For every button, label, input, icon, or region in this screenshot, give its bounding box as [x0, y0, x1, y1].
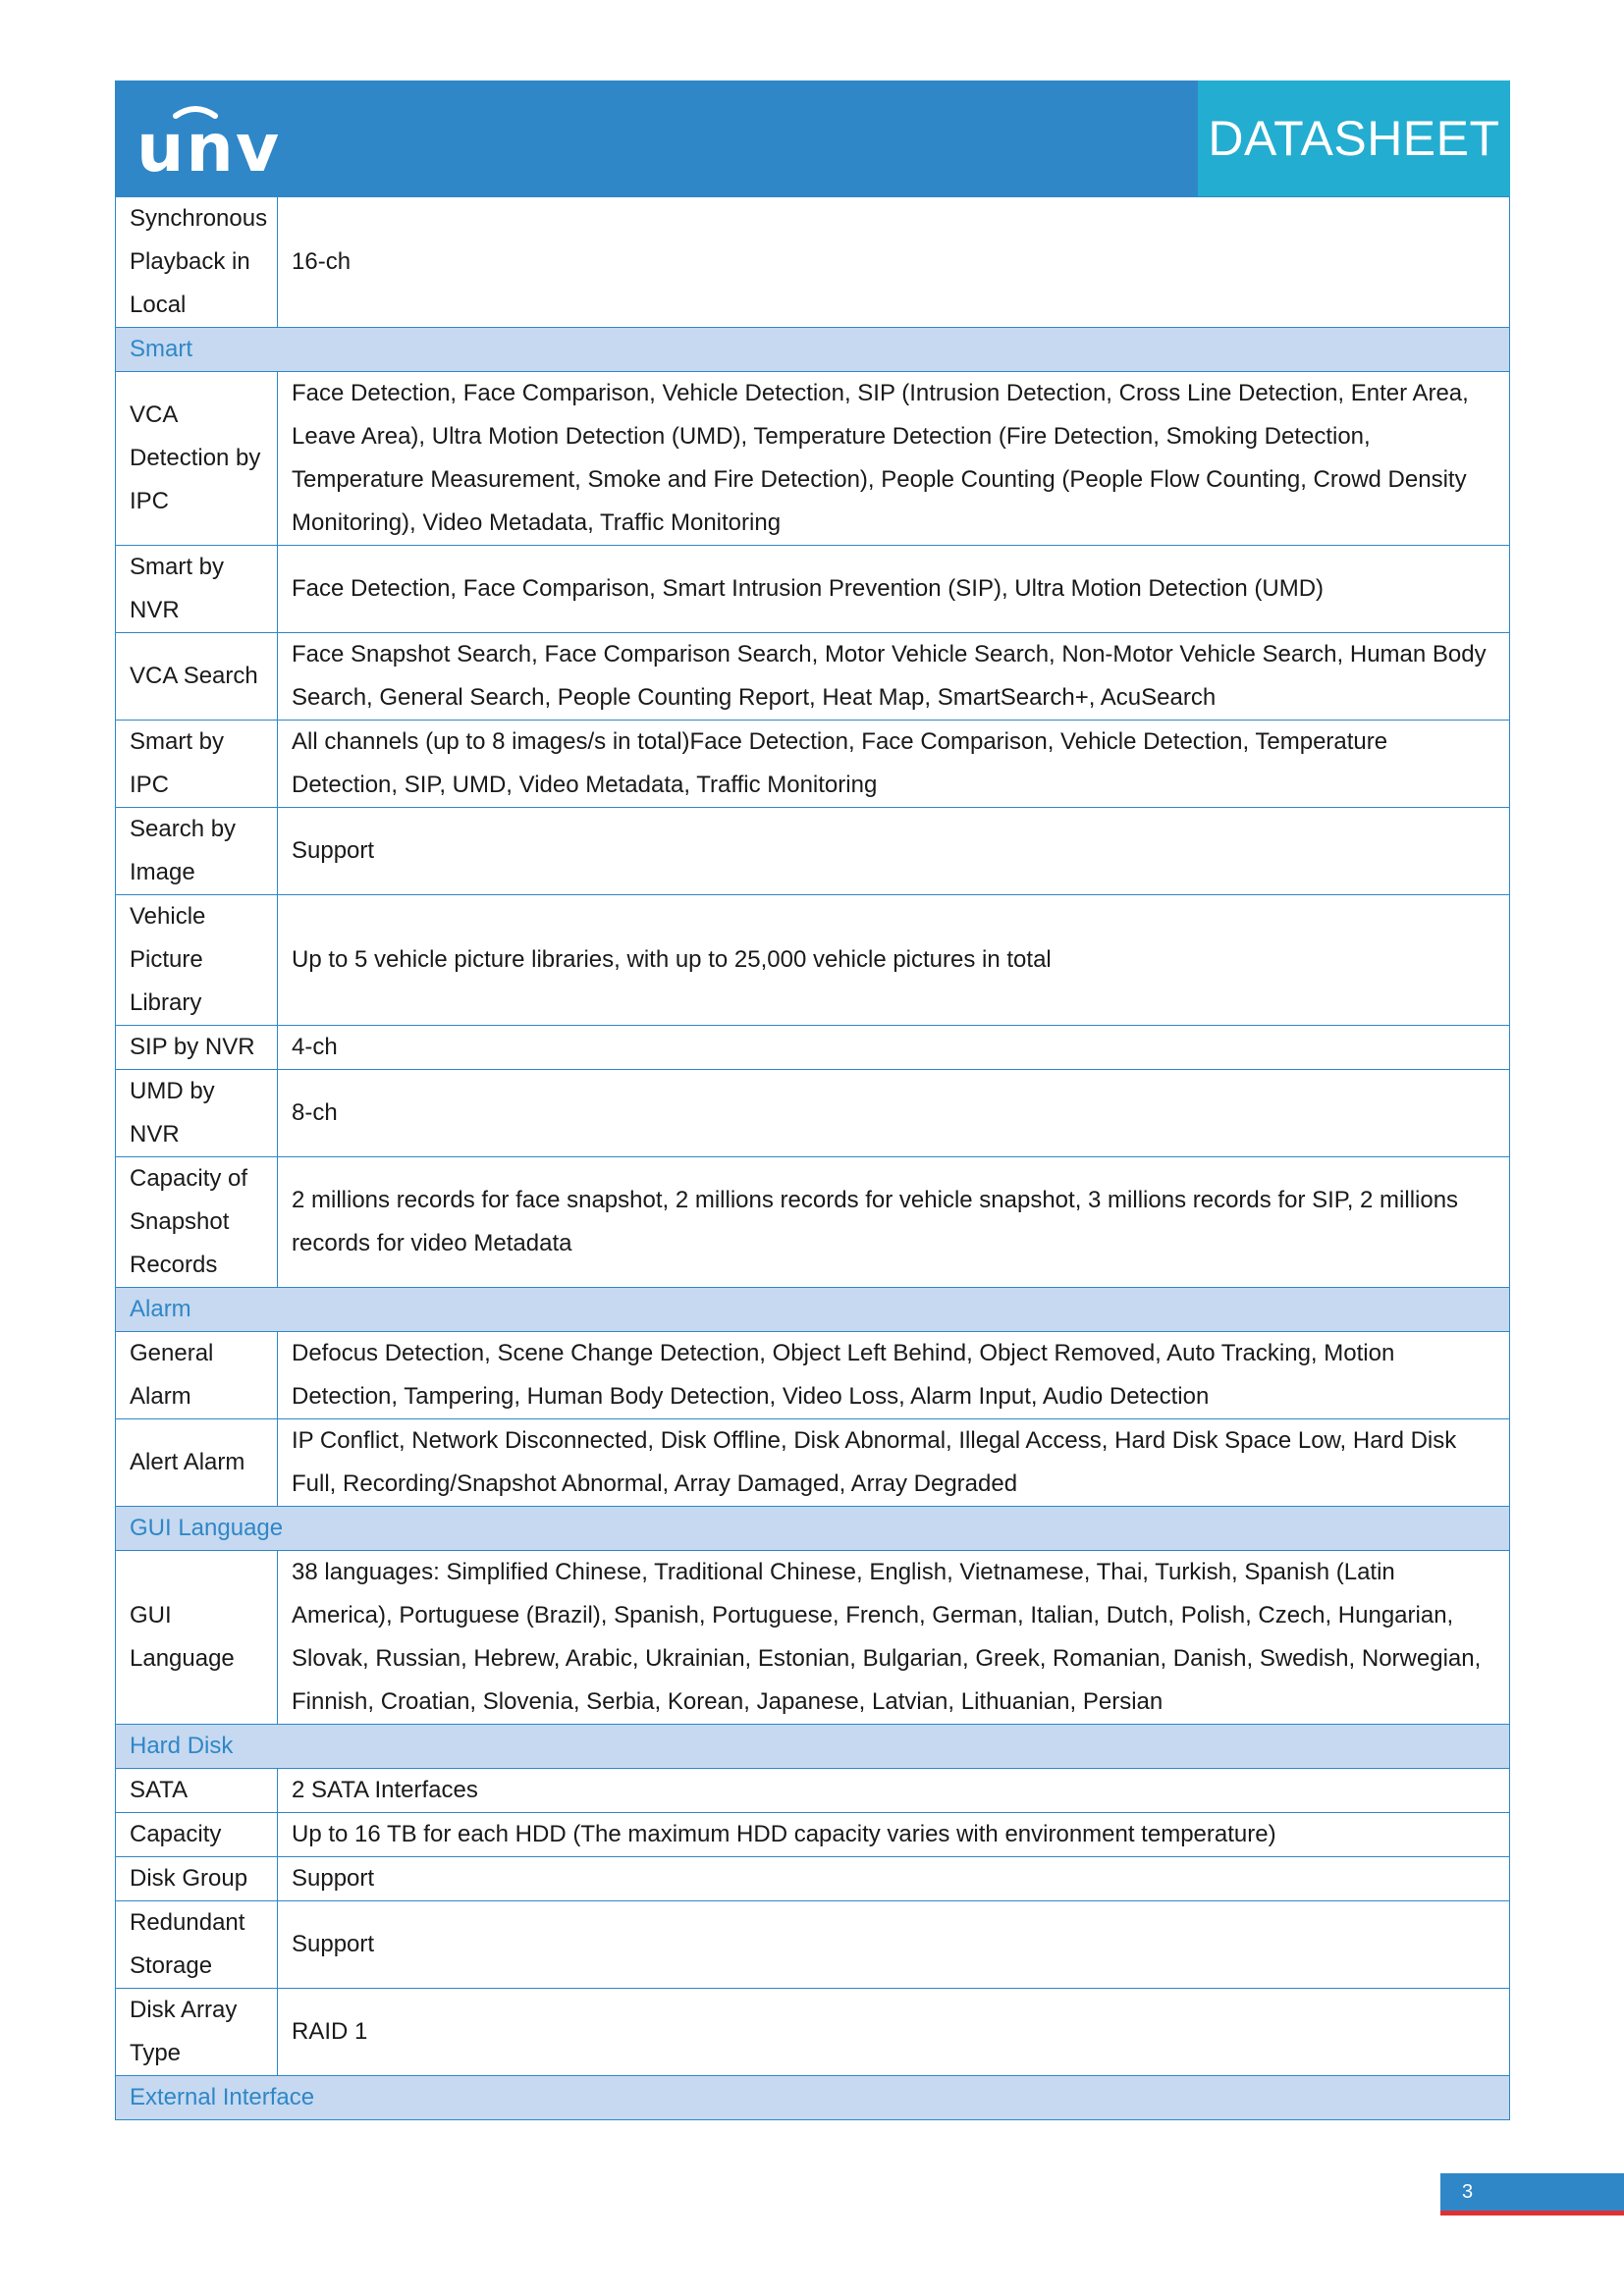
- spec-label: General Alarm: [116, 1332, 278, 1419]
- spec-value: 4-ch: [278, 1026, 1510, 1070]
- spec-value: Defocus Detection, Scene Change Detection, Object Left Behind, Object Removed, Auto Tracking, Motion Detection, Tampering, Human Body Detection, Video Loss, Alarm Input, Audio Detection: [278, 1332, 1510, 1419]
- spec-label: Vehicle Picture Library: [116, 895, 278, 1026]
- spec-label: Smart by NVR: [116, 546, 278, 633]
- section-header-row: [116, 1725, 1510, 1769]
- page-number-bar: [1440, 2173, 1624, 2211]
- section-header-row: [116, 328, 1510, 372]
- spec-label: Synchronous Playback in Local: [116, 197, 278, 328]
- spec-row: [116, 546, 1510, 633]
- spec-row: [116, 1857, 1510, 1901]
- spec-row: [116, 1551, 1510, 1725]
- section-header-row: [116, 1507, 1510, 1551]
- spec-label: SIP by NVR: [116, 1026, 278, 1070]
- spec-row: [116, 1813, 1510, 1857]
- spec-value: Up to 5 vehicle picture libraries, with up to 25,000 vehicle pictures in total: [278, 895, 1510, 1026]
- footer-accent-line: [1440, 2211, 1624, 2216]
- spec-label: Capacity of Snapshot Records: [116, 1157, 278, 1288]
- unv-logo: [136, 102, 294, 181]
- section-title: Hard Disk: [116, 1725, 1510, 1769]
- spec-value: Face Detection, Face Comparison, Vehicle Detection, SIP (Intrusion Detection, Cross Line Detection, Enter Area, Leave Area), Ultra Motion Detection (UMD), Temperature Detection (Fire Detection, Smoking Detection, Temperature Measurement, Smoke and Fire Detection), People Counting (People Flow Counting, Crowd Density Monitoring), Video Metadata, Traffic Monitoring: [278, 372, 1510, 546]
- spec-row: [116, 895, 1510, 1026]
- page-number: 3: [1462, 2181, 1474, 2203]
- spec-value: IP Conflict, Network Disconnected, Disk Offline, Disk Abnormal, Illegal Access, Hard Disk Space Low, Hard Disk Full, Recording/Snapshot Abnormal, Array Damaged, Array Degraded: [278, 1419, 1510, 1507]
- spec-row: [116, 1332, 1510, 1419]
- spec-value: 16-ch: [278, 197, 1510, 328]
- spec-row: [116, 1989, 1510, 2076]
- svg-text:unv: unv: [136, 110, 282, 181]
- spec-value: Face Detection, Face Comparison, Smart Intrusion Prevention (SIP), Ultra Motion Detection (UMD): [278, 546, 1510, 633]
- spec-row: [116, 633, 1510, 721]
- spec-label: Smart by IPC: [116, 721, 278, 808]
- spec-row: [116, 1901, 1510, 1989]
- spec-value: 2 SATA Interfaces: [278, 1769, 1510, 1813]
- spec-row: [116, 1769, 1510, 1813]
- spec-value: Support: [278, 808, 1510, 895]
- section-title: External Interface: [116, 2076, 1510, 2120]
- spec-row: [116, 1026, 1510, 1070]
- spec-label: VCA Detection by IPC: [116, 372, 278, 546]
- spec-value: Face Snapshot Search, Face Comparison Search, Motor Vehicle Search, Non-Motor Vehicle Search, Human Body Search, General Search, People Counting Report, Heat Map, SmartSearch+, AcuSearch: [278, 633, 1510, 721]
- section-header-row: [116, 2076, 1510, 2120]
- section-title: GUI Language: [116, 1507, 1510, 1551]
- spec-value: 2 millions records for face snapshot, 2 millions records for vehicle snapshot, 3 millions records for SIP, 2 millions records for video Metadata: [278, 1157, 1510, 1288]
- spec-label: SATA: [116, 1769, 278, 1813]
- spec-table: [115, 196, 1510, 2120]
- spec-row: [116, 1419, 1510, 1507]
- spec-value: All channels (up to 8 images/s in total)Face Detection, Face Comparison, Vehicle Detection, Temperature Detection, SIP, UMD, Video Metadata, Traffic Monitoring: [278, 721, 1510, 808]
- section-title: Smart: [116, 328, 1510, 372]
- spec-label: GUI Language: [116, 1551, 278, 1725]
- spec-label: UMD by NVR: [116, 1070, 278, 1157]
- spec-row: [116, 372, 1510, 546]
- spec-value: Support: [278, 1857, 1510, 1901]
- datasheet-header: [115, 80, 1510, 196]
- spec-row: [116, 721, 1510, 808]
- spec-row: [116, 1157, 1510, 1288]
- spec-label: Disk Group: [116, 1857, 278, 1901]
- spec-label: Search by Image: [116, 808, 278, 895]
- spec-value: RAID 1: [278, 1989, 1510, 2076]
- spec-value: Up to 16 TB for each HDD (The maximum HDD capacity varies with environment temperature): [278, 1813, 1510, 1857]
- spec-value: 38 languages: Simplified Chinese, Traditional Chinese, English, Vietnamese, Thai, Turkish, Spanish (Latin America), Portuguese (Brazil), Spanish, Portuguese, French, German, Italian, Dutch, Polish, Czech, Hungarian, Slovak, Russian, Hebrew, Arabic, Ukrainian, Estonian, Bulgarian, Greek, Romanian, Danish, Swedish, Norwegian, Finnish, Croatian, Slovenia, Serbia, Korean, Japanese, Latvian, Lithuanian, Persian: [278, 1551, 1510, 1725]
- spec-value: 8-ch: [278, 1070, 1510, 1157]
- spec-row: [116, 808, 1510, 895]
- spec-label: Disk Array Type: [116, 1989, 278, 2076]
- spec-label: Redundant Storage: [116, 1901, 278, 1989]
- spec-row: [116, 197, 1510, 328]
- section-title: Alarm: [116, 1288, 1510, 1332]
- spec-label: Capacity: [116, 1813, 278, 1857]
- spec-label: Alert Alarm: [116, 1419, 278, 1507]
- spec-label: VCA Search: [116, 633, 278, 721]
- datasheet-badge: DATASHEET: [1198, 80, 1510, 196]
- section-header-row: [116, 1288, 1510, 1332]
- spec-row: [116, 1070, 1510, 1157]
- spec-value: Support: [278, 1901, 1510, 1989]
